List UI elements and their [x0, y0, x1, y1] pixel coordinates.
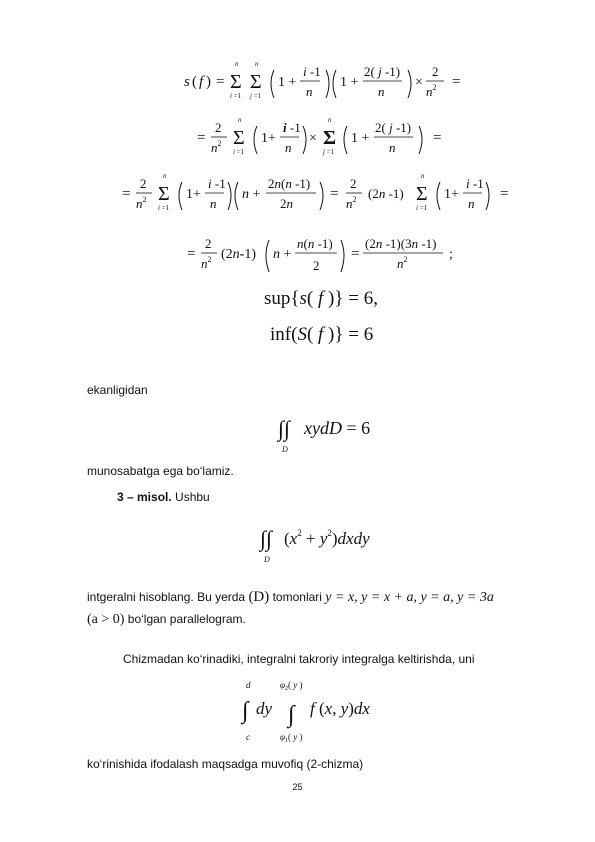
svg-text:Σ: Σ — [158, 183, 170, 205]
svg-text:=: = — [216, 74, 225, 90]
paragraph-integral-task — [87, 590, 547, 605]
svg-text:=: = — [330, 186, 339, 202]
svg-text:inf(S( f )} = 6: inf(S( f )} = 6 — [270, 324, 374, 345]
svg-text:n: n — [328, 116, 332, 124]
svg-text:n: n — [163, 172, 167, 180]
svg-text:2: 2 — [215, 120, 222, 135]
svg-text:j =1: j =1 — [323, 148, 335, 156]
paragraph-parallelogram — [87, 612, 246, 627]
svg-text:Σ: Σ — [416, 183, 428, 205]
svg-text:n: n — [285, 140, 292, 155]
paragraph-chizmadan: Chizmadan ko‘rinadiki, integralni takroriy integralga keltirishda, uni — [123, 652, 475, 666]
equation-iterated-integral — [240, 676, 410, 746]
svg-text:(2n-1): (2n-1) — [221, 247, 257, 262]
svg-text:D: D — [282, 445, 288, 454]
svg-text:=: = — [433, 130, 442, 146]
svg-text:∫∫: ∫∫ — [260, 526, 273, 551]
condition-a-positive: (a > 0) — [87, 612, 125, 627]
svg-text:(: ( — [192, 74, 197, 90]
svg-text:i -1: i -1 — [303, 64, 321, 79]
svg-text:∫: ∫ — [288, 702, 295, 728]
svg-text:): ) — [206, 74, 211, 90]
svg-text:φ1( y ): $\varphi_1$( y ) — [280, 732, 303, 744]
svg-text:n2: $n^2$ — [136, 195, 147, 211]
svg-text:2( j -1): 2( j -1) — [364, 64, 401, 79]
parallelogram-text: bo‘lgan parallelogram. — [124, 612, 246, 626]
svg-text:2n: 2n — [280, 196, 293, 211]
svg-text:Σ: Σ — [250, 71, 262, 93]
svg-text:=: = — [351, 246, 360, 262]
domain-d: (D) — [248, 589, 270, 605]
svg-text:×: × — [415, 75, 423, 90]
example-text: Ushbu — [171, 490, 210, 504]
svg-text:s: s — [184, 74, 190, 90]
svg-text:D: D — [264, 555, 270, 564]
paragraph-ekanligidan: ekanligidan — [87, 383, 148, 397]
svg-text:n: n — [238, 116, 242, 124]
svg-text:2: 2 — [432, 64, 439, 79]
task-text-part1: intgeralni hisoblang. Bu yerda — [87, 590, 249, 604]
svg-text:2: 2 — [205, 236, 212, 251]
svg-text:=: = — [500, 186, 509, 202]
svg-text:=: = — [122, 186, 131, 202]
equation-double-integral-x2y2 — [258, 516, 398, 566]
svg-text:n2: $n^2$ — [346, 195, 357, 211]
svg-text:2: 2 — [350, 176, 357, 191]
svg-text:n: n — [468, 196, 475, 211]
paragraph-korinishida: ko‘rinishida ifodalash maqsadga muvofiq (2-chizma) — [87, 757, 364, 771]
svg-text:n: n — [210, 196, 217, 211]
svg-text:φ2( y ): $\varphi_2$( y ) — [280, 680, 303, 692]
task-text-part2: tomonlari — [269, 590, 326, 604]
svg-text:n(n -1): n(n -1) — [297, 236, 333, 251]
svg-text:f (x, y)dx: f (x, y)dx — [310, 699, 370, 718]
svg-text:n: n — [421, 172, 425, 180]
svg-text:n: n — [306, 84, 313, 99]
svg-text:n2: $n^2$ — [201, 255, 212, 271]
svg-text:1+: 1+ — [186, 187, 201, 202]
svg-text:(2n -1)(3n -1): (2n -1)(3n -1) — [365, 236, 437, 251]
svg-text:2: 2 — [140, 176, 147, 191]
svg-text:(x2 + y2)dxdy: ($x^2$ + $y^2)dxdy$ — [284, 528, 370, 548]
svg-text:(2n -1): (2n -1) — [368, 186, 404, 201]
svg-text:n2: $n^2$ — [397, 255, 408, 271]
svg-text:=: = — [197, 130, 206, 146]
svg-text:d: d — [246, 680, 251, 690]
equation-riemann-sum-2 — [195, 112, 455, 162]
svg-text:n2: $n^2$ — [211, 139, 222, 155]
svg-text:i =1: i =1 — [230, 92, 242, 100]
svg-text:2( j -1): 2( j -1) — [375, 120, 412, 135]
svg-text:n: n — [235, 60, 239, 68]
svg-text:j =1: j =1 — [250, 92, 262, 100]
equation-double-integral-xy — [276, 408, 386, 456]
equation-infimum — [266, 320, 386, 346]
svg-text:n: n — [389, 140, 396, 155]
example-label: 3 – misol. — [117, 490, 172, 504]
svg-text:n2: $n^2$ — [426, 83, 437, 99]
svg-text:1+: 1+ — [444, 187, 459, 202]
svg-text:i -1: i -1 — [466, 176, 484, 191]
equation-supremum — [260, 284, 390, 310]
svg-text:dy: dy — [256, 699, 273, 718]
svg-text:1+: 1+ — [261, 131, 276, 146]
svg-text:c: c — [246, 732, 250, 742]
svg-text:∫∫: ∫∫ — [278, 416, 291, 441]
svg-text:Σ: Σ — [230, 71, 242, 93]
example-heading — [117, 490, 210, 505]
svg-text:2n(n -1): 2n(n -1) — [268, 176, 311, 191]
svg-text:1 +: 1 + — [340, 75, 359, 90]
boundary-lines: y = x, y = x + a, y = a, y = 3a — [325, 590, 494, 605]
svg-text:∫: ∫ — [242, 698, 249, 724]
svg-text:Σ: Σ — [233, 127, 245, 149]
equation-riemann-sum-4 — [185, 228, 475, 280]
svg-text:n +: n + — [242, 187, 261, 202]
svg-text:1 +: 1 + — [351, 131, 370, 146]
svg-text:2: 2 — [313, 258, 320, 273]
svg-text:i =1: i =1 — [158, 204, 170, 212]
svg-text:=: = — [187, 246, 196, 262]
equation-riemann-sum-1 — [180, 56, 480, 106]
svg-text:xydD = 6: xydD = 6 — [304, 418, 371, 438]
svg-text:Σ: Σ — [323, 127, 337, 149]
svg-text:f: f — [199, 74, 204, 90]
svg-text:i -1: i -1 — [208, 176, 226, 191]
equation-riemann-sum-3 — [120, 168, 520, 220]
page-number: 25 — [292, 782, 303, 792]
svg-text:;: ; — [449, 247, 453, 262]
svg-text:i =1: i =1 — [233, 148, 245, 156]
svg-text:×: × — [309, 131, 317, 146]
svg-text:n: n — [378, 84, 385, 99]
svg-text:sup{s( f )} = 6,: sup{s( f )} = 6, — [264, 288, 378, 309]
paragraph-munosabatga: munosabatga ega bo‘lamiz. — [87, 464, 234, 478]
svg-text:1 +: 1 + — [278, 75, 297, 90]
svg-text:n: n — [255, 60, 259, 68]
svg-text:=: = — [452, 74, 461, 90]
svg-text:i -1: i -1 — [283, 120, 301, 135]
svg-text:i =1: i =1 — [416, 204, 428, 212]
svg-text:n +: n + — [273, 247, 292, 262]
